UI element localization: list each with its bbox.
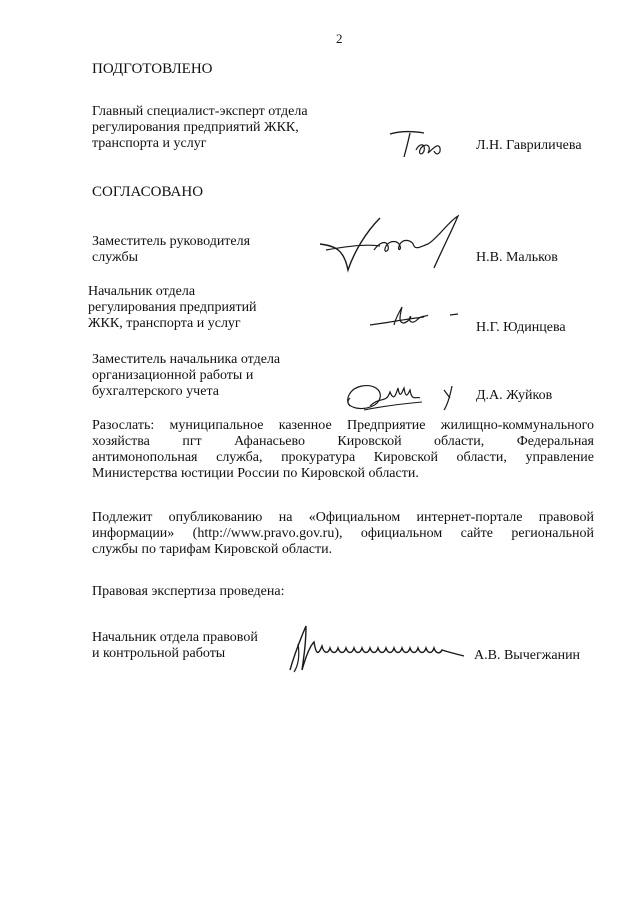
prepared-position [92, 104, 308, 152]
distribution-line: антимонопольная служба, прокуратура Кировской области, управление [92, 450, 594, 465]
legal-position-line: Начальник отдела правовой [92, 630, 258, 645]
publication-line: информации» (http://www.pravo.gov.ru), официальном сайте региональной [92, 526, 594, 541]
signature-malkov [318, 210, 468, 282]
prepared-position-line: транспорта и услуг [92, 136, 207, 151]
distribution-line: Министерства юстиции России по Кировской области. [92, 466, 419, 481]
legal-review-position [92, 630, 258, 662]
agreed-signer-1-name: Н.В. Мальков [476, 250, 558, 265]
distribution-paragraph [92, 418, 594, 482]
agreed-signer-1-position [92, 234, 250, 266]
prepared-heading: ПОДГОТОВЛЕНО [92, 61, 213, 77]
signer-position-line: организационной работы и [92, 368, 254, 383]
signer-position-line: Начальник отдела [88, 284, 196, 299]
legal-review-text: Правовая экспертиза проведена: [92, 584, 285, 599]
signature-yudintseva [366, 303, 462, 333]
publication-line: Подлежит опубликованию на «Официальном интернет-портале правовой [92, 510, 594, 525]
signer-position-line: службы [92, 250, 139, 265]
page-number: 2 [336, 31, 343, 46]
signer-position-line: регулирования предприятий [88, 300, 257, 315]
signature-zhuikov [340, 376, 460, 416]
agreed-heading: СОГЛАСОВАНО [92, 184, 204, 200]
agreed-signer-3-position [92, 352, 280, 400]
agreed-signer-2-position [88, 284, 257, 332]
prepared-position-line: регулирования предприятий ЖКК, [92, 120, 299, 135]
signer-position-line: Заместитель начальника отдела [92, 352, 281, 367]
signer-position-line: бухгалтерского учета [92, 384, 219, 399]
signer-position-line: Заместитель руководителя [92, 234, 251, 249]
signature-vychegzhanin [284, 620, 474, 674]
signer-position-line: ЖКК, транспорта и услуг [88, 316, 241, 331]
distribution-line: хозяйства пгт Афанасьево Кировской области, Федеральная [92, 434, 594, 449]
publication-line: службы по тарифам Кировской области. [92, 542, 333, 557]
prepared-name: Л.Н. Гавриличева [476, 138, 582, 153]
legal-review-name: А.В. Вычегжанин [474, 648, 581, 663]
agreed-signer-2-name: Н.Г. Юдинцева [476, 320, 566, 335]
legal-position-line: и контрольной работы [92, 646, 226, 661]
prepared-position-line: Главный специалист-эксперт отдела [92, 104, 308, 119]
agreed-signer-3-name: Д.А. Жуйков [476, 388, 553, 403]
publication-paragraph [92, 510, 594, 558]
signature-gavrilicheva [388, 126, 458, 160]
distribution-line: Разослать: муниципальное казенное Предприятие жилищно-коммунального [92, 418, 594, 433]
